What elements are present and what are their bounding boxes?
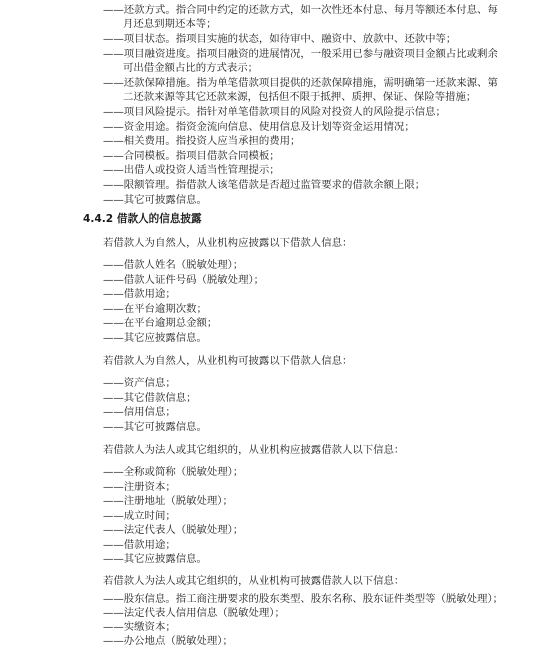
list-item: ——法定代表人（脱敏处理）； xyxy=(103,524,244,536)
list-item: ——出借人或投资人适当性管理提示； xyxy=(103,164,280,176)
list-item: ——实缴资本； xyxy=(103,621,176,633)
list-item: ——资产信息； xyxy=(103,377,176,389)
list-item: ——还款保障措施。指为单笔借款项目提供的还款保障措施，需明确第一还款来源、第 xyxy=(103,77,498,89)
list-item: ——借款人证件号码（脱敏处理）； xyxy=(103,274,265,286)
list-item: ——其它可披露信息。 xyxy=(103,421,207,433)
list-item: ——法定代表人信用信息（脱敏处理）； xyxy=(103,607,285,619)
paragraph-intro: 若借款人为自然人，从业机构可披露以下借款人信息： xyxy=(103,355,353,367)
list-item-continuation: 可出借金额占比的方式表示； xyxy=(123,62,259,74)
section-heading: 4.4.2 借款人的信息披露 xyxy=(83,213,202,225)
list-item: ——办公地点（脱敏处理）； xyxy=(103,635,233,647)
list-item: ——借款人姓名（脱敏处理）； xyxy=(103,259,244,271)
list-item: ——在平台逾期总金额； xyxy=(103,317,218,329)
list-item: ——资金用途。指资金流向信息、使用信息及计划等资金运用情况； xyxy=(103,121,415,133)
list-item-continuation: 月还息到期还本等； xyxy=(123,18,217,30)
list-item: ——合同模板。指项目借款合同模板； xyxy=(103,150,280,162)
paragraph-intro: 若借款人为法人或其它组织的，从业机构应披露借款人以下信息： xyxy=(103,444,405,456)
list-item: ——其它应披露信息。 xyxy=(103,332,207,344)
list-item: ——在平台逾期次数； xyxy=(103,303,207,315)
list-item-continuation: 二还款来源等其它还款来源，包括但不限于抵押、质押、保证、保险等措施； xyxy=(123,91,477,103)
list-item: ——项目融资进度。指项目融资的进展情况，一般采用已参与融资项目金额占比或剩余 xyxy=(103,48,498,60)
list-item: ——其它借款信息； xyxy=(103,392,197,404)
list-item: ——项目风险提示。指针对单笔借款项目的风险对投资人的风险提示信息； xyxy=(103,106,446,118)
list-item: ——成立时间； xyxy=(103,510,176,522)
list-item: ——信用信息； xyxy=(103,406,176,418)
paragraph-intro: 若借款人为自然人，从业机构应披露以下借款人信息： xyxy=(103,237,353,249)
list-item: ——相关费用。指投资人应当承担的费用； xyxy=(103,135,301,147)
list-item: ——其它应披露信息。 xyxy=(103,553,207,565)
list-item: ——借款用途； xyxy=(103,539,176,551)
list-item: ——限额管理。指借款人该笔借款是否超过监管要求的借款余额上限； xyxy=(103,179,426,191)
list-item: ——借款用途； xyxy=(103,288,176,300)
list-item: ——还款方式。指合同中约定的还款方式，如一次性还本付息、每月等额还本付息、每 xyxy=(103,4,498,16)
list-item: ——股东信息。指工商注册要求的股东类型、股东名称、股东证件类型等（脱敏处理）； xyxy=(103,593,504,605)
list-item: ——注册资本； xyxy=(103,481,176,493)
list-item: ——项目状态。指项目实施的状态，如待审中、融资中、放款中、还款中等； xyxy=(103,33,457,45)
paragraph-intro: 若借款人为法人或其它组织的，从业机构可披露借款人以下信息： xyxy=(103,575,405,587)
list-item: ——注册地址（脱敏处理）； xyxy=(103,495,233,507)
list-item: ——其它可披露信息。 xyxy=(103,194,207,206)
list-item: ——全称或简称（脱敏处理）； xyxy=(103,466,244,478)
